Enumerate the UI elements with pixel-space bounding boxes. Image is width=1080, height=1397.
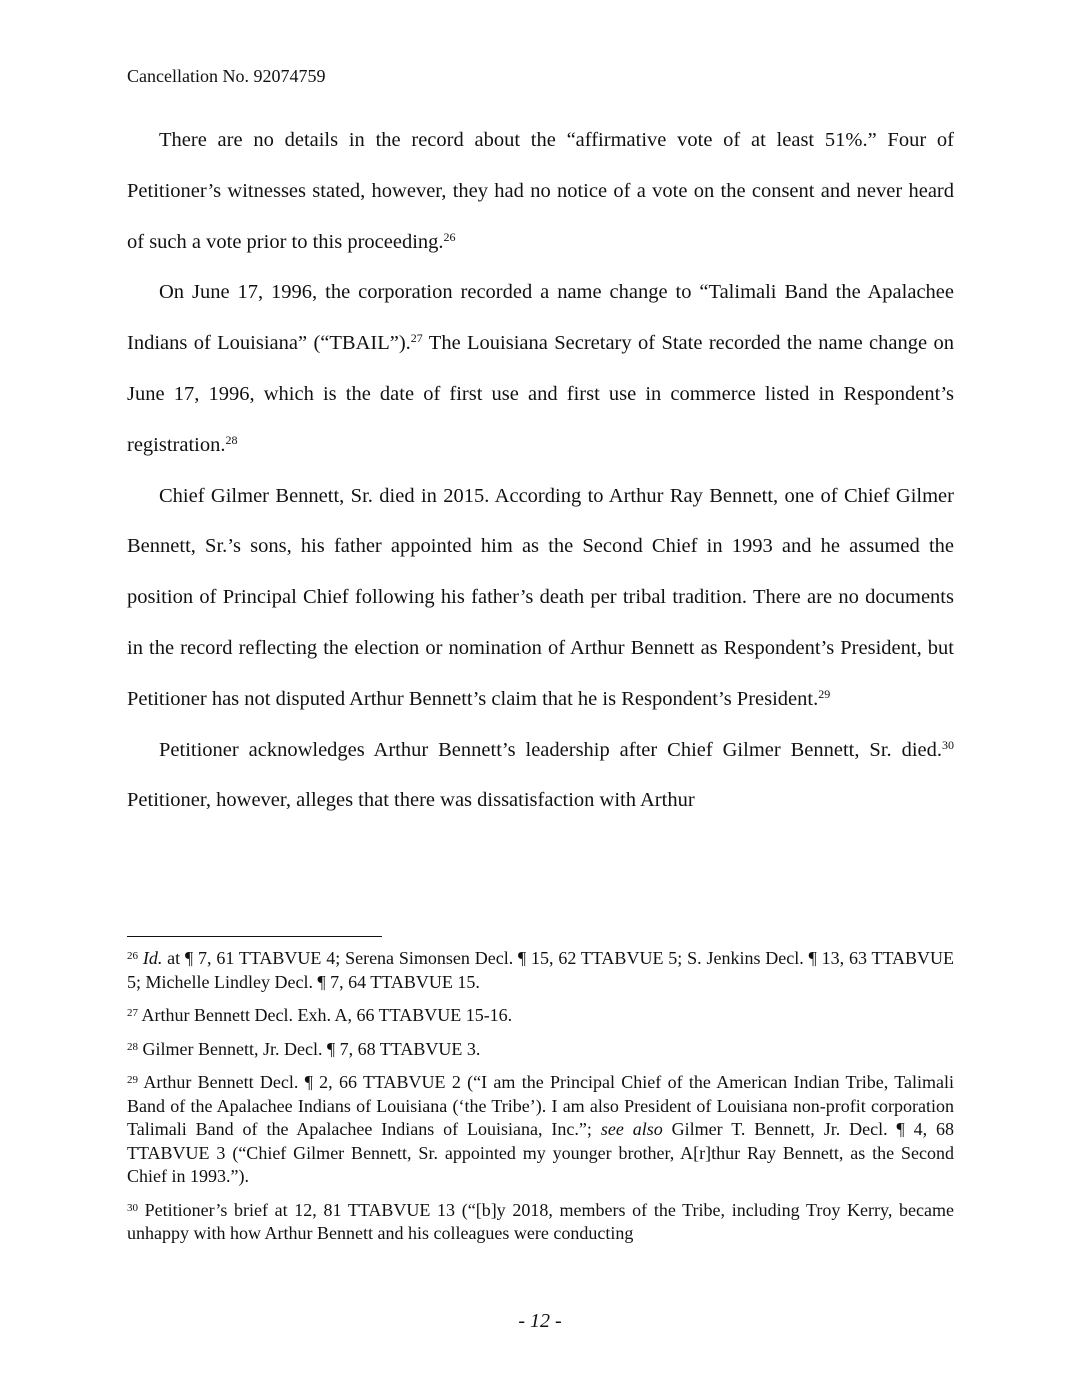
footnote-text: Arthur Bennett Decl. Exh. A, 66 TTABVUE 15-16. bbox=[141, 1005, 513, 1025]
footnote-divider bbox=[127, 936, 382, 937]
footnote-number: 28 bbox=[127, 1040, 138, 1053]
footnote-italic: see also bbox=[600, 1119, 663, 1139]
footnote-number: 30 bbox=[127, 1201, 138, 1214]
footnote-ref-28[interactable]: 28 bbox=[225, 432, 238, 447]
footnote-26 bbox=[127, 947, 954, 994]
footnote-ref-29[interactable]: 29 bbox=[818, 686, 831, 701]
footnote-29 bbox=[127, 1071, 954, 1189]
footnote-number: 29 bbox=[127, 1074, 138, 1086]
footnote-text: Gilmer Bennett, Jr. Decl. ¶ 7, 68 TTABVUE 3. bbox=[142, 1038, 481, 1059]
footnote-number: 27 bbox=[127, 1007, 138, 1019]
paragraph-text: Petitioner, however, alleges that there was dissatisfaction with Arthur bbox=[127, 789, 695, 812]
paragraph-text: On June 17, 1996, the corporation recorded a name change to “Talimali Band the Apalachee Indians of Louisiana” (“TBAIL”). bbox=[127, 281, 954, 355]
footnote-ref-26[interactable]: 26 bbox=[443, 229, 456, 244]
footnote-ref-27[interactable]: 27 bbox=[410, 331, 423, 346]
paragraph-text: Chief Gilmer Bennett, Sr. died in 2015. According to Arthur Ray Bennett, one of Chief Gilmer Bennett, Sr.’s sons, his father appointed him as the Second Chief in 1993 and he assumed the position of Principal Chief following his father’s death per tribal tradition. There are no documents in the record reflecting the election or nomination of Arthur Bennett as Respondent’s President, but Petitioner has not disputed Arthur Bennett’s claim that he is Respondent’s President. bbox=[127, 484, 954, 710]
footnote-30 bbox=[127, 1199, 954, 1246]
paragraph-text: The Louisiana Secretary of State recorded the name change on June 17, 1996, which is the date of first use and first use in commerce listed in Respondent’s registration. bbox=[127, 332, 954, 456]
footnote-text: Gilmer T. Bennett, Jr. Decl. ¶ 4, 68 TTABVUE 3 (“Chief Gilmer Bennett, Sr. appointed my younger brother, A[r]thur Ray Bennett, as the Second Chief in 1993.”). bbox=[127, 1119, 954, 1186]
paragraph-2 bbox=[127, 267, 954, 470]
case-number-header: Cancellation No. 92074759 bbox=[127, 66, 326, 86]
paragraph-1 bbox=[127, 115, 954, 267]
footnote-text: at ¶ 7, 61 TTABVUE 4; Serena Simonsen Decl. ¶ 15, 62 TTABVUE 5; S. Jenkins Decl. ¶ 13, 63 TTABVUE 5; Michelle Lindley Decl. ¶ 7, 64 TTABVUE 15. bbox=[127, 948, 955, 992]
footnotes bbox=[127, 947, 954, 1256]
paragraph-3 bbox=[127, 471, 954, 725]
paragraph-4 bbox=[127, 725, 954, 827]
footnote-italic: Id. bbox=[142, 948, 163, 968]
footnote-text: Petitioner’s brief at 12, 81 TTABVUE 13 (“[b]y 2018, members of the Tribe, including Troy Kerry, became unhappy with how Arthur Bennett and his colleagues were conducting bbox=[127, 1199, 954, 1243]
footnote-ref-30[interactable]: 30 bbox=[942, 737, 954, 752]
footnote-27 bbox=[127, 1004, 954, 1028]
footnote-text: Arthur Bennett Decl. ¶ 2, 66 TTABVUE 2 (“I am the Principal Chief of the American Indian Tribe, Talimali Band of the Apalachee Indians of Louisiana (‘the Tribe’). I am also President of Louisiana non-profit corporation Talimali Band of the Apalachee Indians of Louisiana, Inc.”; bbox=[127, 1072, 955, 1139]
footnote-28 bbox=[127, 1038, 954, 1062]
footnote-number: 26 bbox=[127, 950, 138, 962]
paragraph-text: Petitioner acknowledges Arthur Bennett’s leadership after Chief Gilmer Bennett, Sr. died. bbox=[159, 738, 942, 761]
body-text bbox=[127, 115, 954, 826]
page-number: - 12 - bbox=[518, 1310, 562, 1332]
paragraph-text: There are no details in the record about the “affirmative vote of at least 51%.” Four of Petitioner’s witnesses stated, however, they had no notice of a vote on the consent and never heard of such a vote prior to this proceeding. bbox=[127, 129, 954, 253]
